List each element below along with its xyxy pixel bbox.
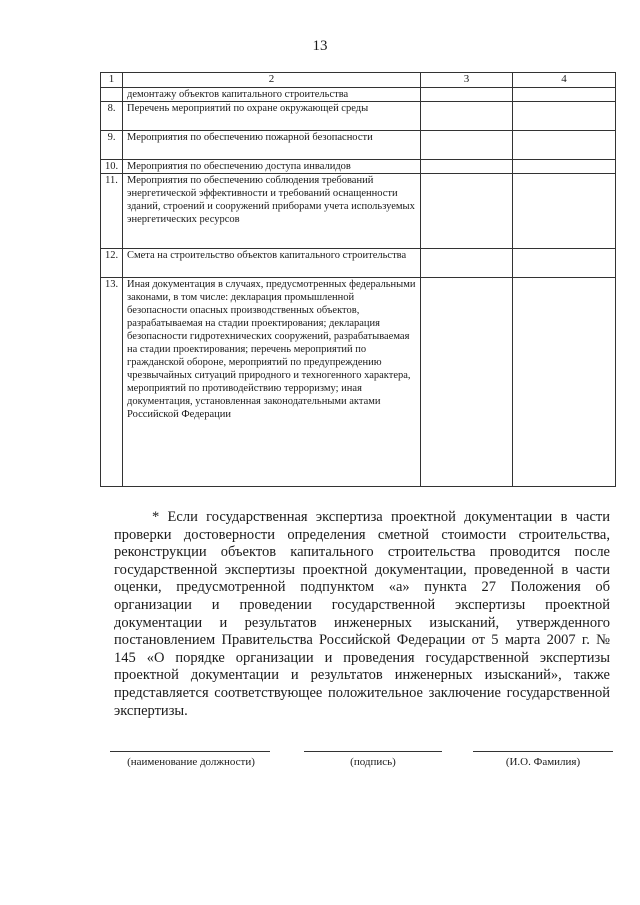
page-number: 13: [312, 38, 328, 54]
row-col-3: [421, 102, 513, 131]
row-col-3: [421, 249, 513, 278]
header-col-2: 2: [123, 73, 421, 88]
header-col-3: 3: [421, 73, 513, 88]
row-col-4: [513, 102, 616, 131]
header-col-4: 4: [513, 73, 616, 88]
row-number: [101, 88, 123, 102]
row-col-3: [421, 278, 513, 487]
signature-line: [304, 751, 442, 752]
row-description: демонтажу объектов капитального строительства: [123, 88, 421, 102]
row-col-4: [513, 278, 616, 487]
row-description: Смета на строительство объектов капитального строительства: [123, 249, 421, 278]
table-row: [101, 131, 616, 160]
row-col-4: [513, 88, 616, 102]
row-number: 9.: [101, 131, 123, 160]
table-row: [101, 88, 616, 102]
table-row: [101, 160, 616, 174]
position-signature-line: [110, 751, 270, 752]
table-header-row: [101, 73, 616, 88]
row-number: 13.: [101, 278, 123, 487]
table-row: [101, 102, 616, 131]
row-description: Мероприятия по обеспечению соблюдения требований энергетической эффективности и требований оснащенности зданий, строений и сооружений приборами учета используемых энергетических ресурсов: [123, 174, 421, 249]
position-label: (наименование должности): [127, 756, 255, 768]
row-description: Мероприятия по обеспечению доступа инвалидов: [123, 160, 421, 174]
footnote-paragraph: * Если государственная экспертиза проектной документации в части проверки достоверности определения сметной стоимости строительства, реконструкции объектов капитального строительства проводится после государственной экспертизы проектной документации, проведенной в части оценки, предусмотренной подпунктом «а» пункта 27 Положения об организации и проведении государственной экспертизы проектной документации и результатов инженерных изысканий, утвержденного постановлением Правительства Российской Федерации от 5 марта 2007 г. № 145 «О порядке организации и проведения государственной экспертизы проектной документации и результатов инженерных изысканий», также представляется соответствующее положительное заключение государственной экспертизы.: [114, 509, 610, 719]
name-signature-line: [473, 751, 613, 752]
row-number: 10.: [101, 160, 123, 174]
row-col-3: [421, 131, 513, 160]
table-row: [101, 278, 616, 487]
row-col-4: [513, 174, 616, 249]
name-label: (И.О. Фамилия): [505, 756, 581, 768]
row-description: Иная документация в случаях, предусмотренных федеральными законами, в том числе: декларация промышленной безопасности опасных производственных объектов, разрабатываемая на стадии проектирования; декларация безопасности гидротехнических сооружений, разрабатываемая на стадии проектирования; перечень мероприятий по гражданской обороне, мероприятий по предупреждению чрезвычайных ситуаций природного и техногенного характера, мероприятий по противодействию терроризму; иная документация, установленная законодательными актами Российской Федерации: [123, 278, 421, 487]
row-number: 11.: [101, 174, 123, 249]
row-description: Мероприятия по обеспечению пожарной безопасности: [123, 131, 421, 160]
documentation-table: [100, 72, 616, 487]
table-row: [101, 249, 616, 278]
row-col-3: [421, 174, 513, 249]
row-col-3: [421, 88, 513, 102]
row-col-4: [513, 249, 616, 278]
signature-label: (подпись): [350, 756, 396, 768]
table-row: [101, 174, 616, 249]
row-col-4: [513, 131, 616, 160]
table-body: [101, 73, 616, 487]
header-col-1: 1: [101, 73, 123, 88]
row-number: 8.: [101, 102, 123, 131]
row-col-3: [421, 160, 513, 174]
row-description: Перечень мероприятий по охране окружающей среды: [123, 102, 421, 131]
row-number: 12.: [101, 249, 123, 278]
row-col-4: [513, 160, 616, 174]
